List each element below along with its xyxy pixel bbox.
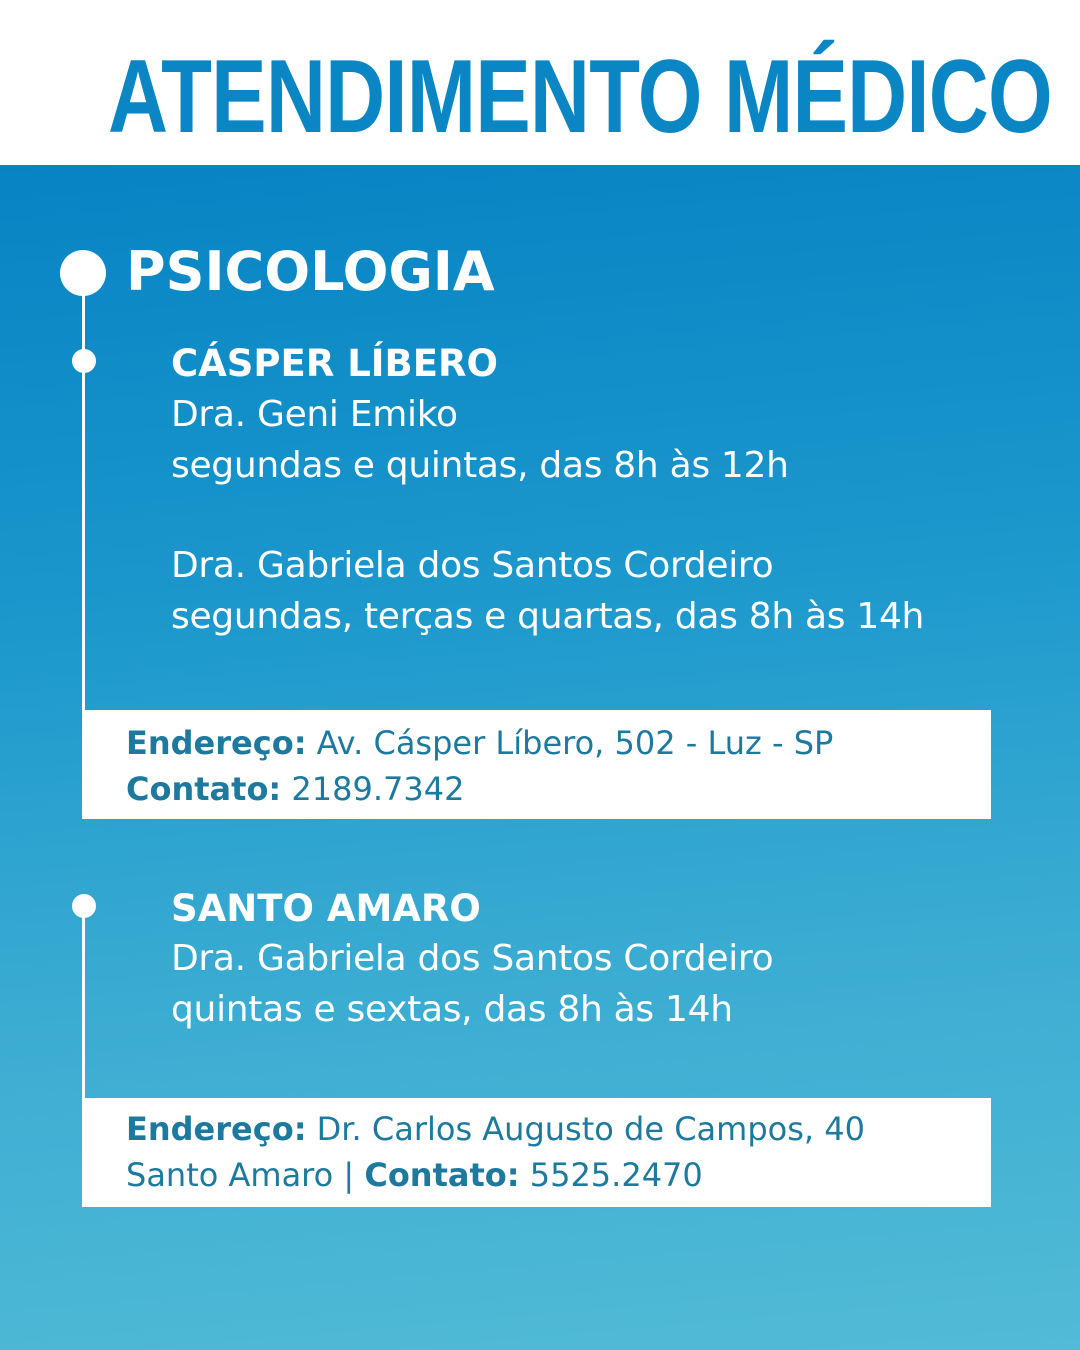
address-box-santo-amaro	[82, 1098, 991, 1207]
doctor-name: Dra. Geni Emiko	[171, 394, 458, 435]
contact-value: 5525.2470	[529, 1156, 703, 1194]
location-bullet-santo-amaro	[72, 894, 96, 918]
address-value: Av. Cásper Líbero, 502 - Luz - SP	[316, 724, 834, 762]
section-title: PSICOLOGIA	[126, 240, 495, 303]
location-title-casper: CÁSPER LÍBERO	[171, 342, 498, 385]
timeline-line-1	[82, 272, 85, 712]
address-value: Dr. Carlos Augusto de Campos, 40	[316, 1110, 865, 1148]
contact-line	[126, 768, 464, 810]
doctor-name: Dra. Gabriela dos Santos Cordeiro	[171, 938, 774, 979]
separator: |	[343, 1156, 355, 1194]
address-line	[126, 1108, 865, 1150]
header	[0, 0, 1080, 165]
contact-value: 2189.7342	[291, 770, 465, 808]
address-value-line2: Santo Amaro	[126, 1156, 334, 1194]
location-title-santo-amaro: SANTO AMARO	[171, 887, 481, 930]
address-contact-line	[126, 1154, 703, 1196]
page-title: ATENDIMENTO MÉDICO	[108, 39, 1052, 155]
timeline-line-2	[82, 905, 85, 1100]
address-label: Endereço:	[126, 724, 307, 762]
contact-label: Contato:	[126, 770, 282, 808]
doctor-schedule: quintas e sextas, das 8h às 14h	[171, 989, 733, 1030]
doctor-name: Dra. Gabriela dos Santos Cordeiro	[171, 545, 774, 586]
doctor-schedule: segundas e quintas, das 8h às 12h	[171, 445, 789, 486]
address-line	[126, 722, 833, 764]
location-bullet-casper	[72, 349, 96, 373]
contact-label: Contato:	[364, 1156, 520, 1194]
address-box-casper	[82, 710, 991, 819]
doctor-schedule: segundas, terças e quartas, das 8h às 14h	[171, 596, 925, 637]
section-bullet	[60, 250, 106, 296]
address-label: Endereço:	[126, 1110, 307, 1148]
